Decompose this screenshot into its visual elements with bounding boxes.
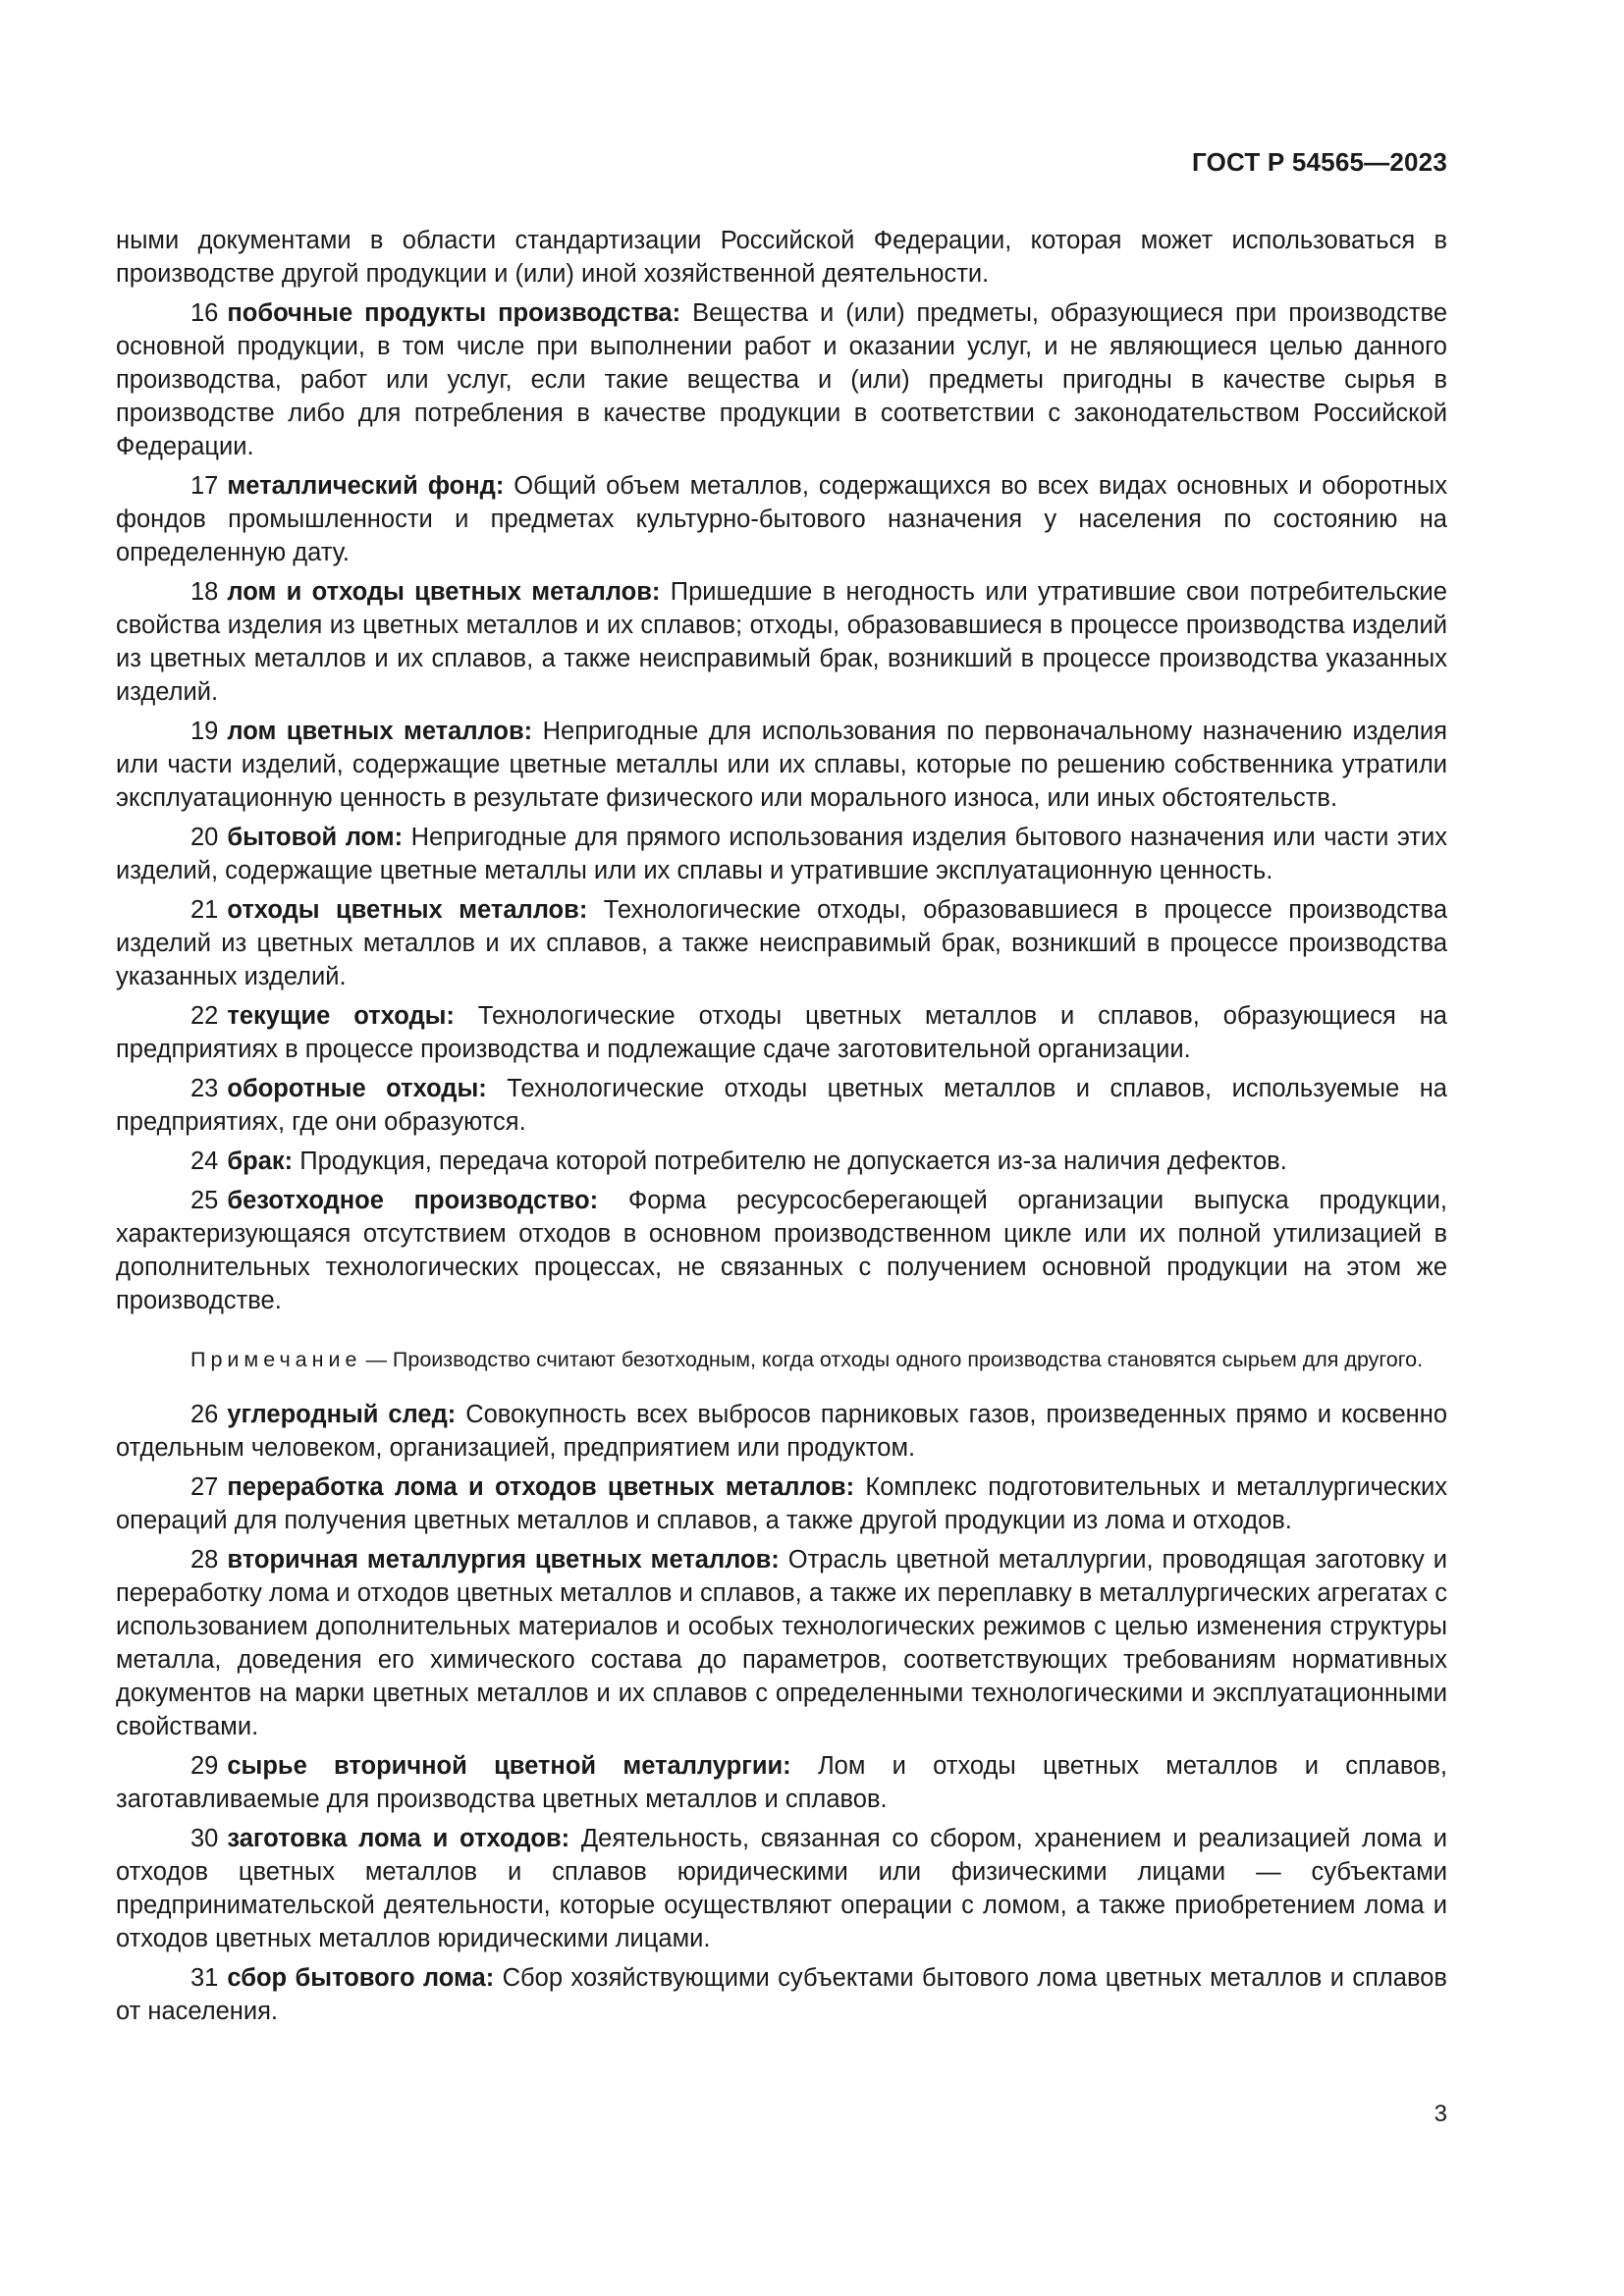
term-entry xyxy=(116,1543,1447,1743)
term-number: 31 xyxy=(190,1964,219,1992)
continuation-paragraph: ными документами в области стандартизации Российской Федерации, которая может использоваться в производстве другой продукции и (или) иной хозяйственной деятельности. xyxy=(116,227,1447,288)
term-definition: Технологические отходы, образовавшиеся в процессе производства изделий из цветных металлов и их сплавов, а также неисправимый брак, возникший в процессе производства указанных изделий. xyxy=(116,896,1447,990)
term-entry xyxy=(116,296,1447,463)
term-number: 21 xyxy=(190,896,219,924)
terms-list-part-1 xyxy=(116,296,1447,1317)
note-text: — Производство считают безотходным, когда отходы одного производства становятся сырьем для другого. xyxy=(365,1348,1424,1371)
term-name: безотходное производство: xyxy=(227,1187,599,1214)
term-definition: Технологические отходы цветных металлов и сплавов, образующиеся на предприятиях в процессе производства и подлежащие сдаче заготовительной организации. xyxy=(116,1002,1447,1063)
term-definition: Технологические отходы цветных металлов и сплавов, используемые на предприятиях, где они образуются. xyxy=(116,1075,1447,1136)
term-entry xyxy=(116,999,1447,1066)
term-number: 23 xyxy=(190,1075,219,1102)
term-entry xyxy=(116,1398,1447,1465)
term-definition: Форма ресурсосберегающей организации выпуска продукции, характеризующаяся отсутствием отходов в основном производственном цикле или их полной утилизацией в дополнительных технологических процессах, не связанных с получением основной продукции на этом же производстве. xyxy=(116,1187,1447,1314)
term-name: металлический фонд: xyxy=(227,472,505,500)
term-definition: Отрасль цветной металлургии, проводящая заготовку и переработку лома и отходов цветных металлов и сплавов, а также их переплавку в металлургических агрегатах с использованием дополнительных материалов и особых технологических режимов с целью изменения структуры металла, доведения его химического состава до параметров, соответствующих требованиям нормативных документов на марки цветных металлов и их сплавов с определенными технологическими и эксплуатационными свойствами. xyxy=(116,1546,1447,1740)
term-definition: Сбор хозяйствующими субъектами бытового лома цветных металлов и сплавов от населения. xyxy=(116,1964,1447,2025)
term-definition: Продукция, передача которой потребителю не допускается из-за наличия дефектов. xyxy=(299,1148,1287,1175)
term-number: 19 xyxy=(190,718,219,745)
term-entry xyxy=(116,893,1447,993)
term-name: побочные продукты производства: xyxy=(227,299,681,327)
document-body xyxy=(116,224,1447,2034)
term-definition: Совокупность всех выбросов парниковых газов, произведенных прямо и косвенно отдельным человеком, организацией, предприятием или продуктом. xyxy=(116,1401,1448,1462)
term-definition: Общий объем металлов, содержащихся во всех видах основных и оборотных фондов промышленности и предметах культурно-бытового назначения у населения по состоянию на определенную дату. xyxy=(116,472,1447,566)
term-entry xyxy=(116,715,1447,815)
term-number: 20 xyxy=(190,824,219,851)
term-entry xyxy=(116,821,1447,887)
term-number: 28 xyxy=(190,1546,219,1574)
term-name: брак: xyxy=(227,1148,294,1175)
term-name: оборотные отходы: xyxy=(227,1075,487,1102)
term-entry xyxy=(116,1749,1447,1816)
term-definition: Непригодные для прямого использования изделия бытового назначения или части этих изделий, содержащие цветные металлы или их сплавы и утратившие эксплуатационную ценность. xyxy=(116,824,1447,884)
term-name: лом и отходы цветных металлов: xyxy=(227,578,661,606)
term-number: 17 xyxy=(190,472,219,500)
term-number: 24 xyxy=(190,1148,219,1175)
term-name: лом цветных металлов: xyxy=(227,718,533,745)
term-entry xyxy=(116,1145,1447,1178)
term-definition: Непригодные для использования по первоначальному назначению изделия или части изделий, содержащие цветные металлы или их сплавы, которые по решению собственника утратили эксплуатационную ценность в результате физического или морального износа, или иных обстоятельств. xyxy=(116,718,1447,812)
term-definition: Деятельность, связанная со сбором, хранением и реализацией лома и отходов цветных металлов и сплавов юридическими или физическими лицами — субъектами предпринимательской деятельности, которые осуществляют операции с ломом, а также приобретением лома и отходов цветных металлов юридическими лицами. xyxy=(116,1825,1447,1952)
term-definition: Пришедшие в негодность или утратившие свои потребительские свойства изделия из цветных металлов и их сплавов; отходы, образовавшиеся в процессе производства изделий из цветных металлов и их сплавов, а также неисправимый брак, возникший в процессе производства указанных изделий. xyxy=(116,578,1447,706)
term-name: бытовой лом: xyxy=(227,824,404,851)
terms-list-part-2 xyxy=(116,1398,1447,2028)
term-name: вторичная металлургия цветных металлов: xyxy=(227,1546,780,1574)
term-definition: Комплекс подготовительных и металлургических операций для получения цветных металлов и сплавов, а также другой продукции из лома и отходов. xyxy=(116,1473,1447,1534)
term-number: 22 xyxy=(190,1002,219,1030)
term-name: переработка лома и отходов цветных металлов: xyxy=(227,1473,855,1501)
term-entry xyxy=(116,1961,1447,2028)
page-number: 3 xyxy=(1434,2101,1447,2127)
term-number: 16 xyxy=(190,299,219,327)
term-number: 27 xyxy=(190,1473,219,1501)
term-entry xyxy=(116,575,1447,709)
term-entry xyxy=(116,1470,1447,1537)
term-name: сбор бытового лома: xyxy=(227,1964,495,1992)
term-number: 26 xyxy=(190,1401,219,1428)
term-name: углеродный след: xyxy=(227,1401,457,1428)
term-number: 18 xyxy=(190,578,219,606)
term-entry xyxy=(116,1072,1447,1139)
term-entry xyxy=(116,1822,1447,1955)
term-entry xyxy=(116,1184,1447,1317)
term-definition: Вещества и (или) предметы, образующиеся при производстве основной продукции, в том числе при выполнении работ и оказании услуг, и не являющиеся целью данного производства, работ или услуг, если такие вещества и (или) предметы пригодны в качестве сырья в производстве либо для потребления в качестве продукции в соответствии с законодательством Российской Федерации. xyxy=(116,299,1448,460)
term-definition: Лом и отходы цветных металлов и сплавов, заготавливаемые для производства цветных металлов и сплавов. xyxy=(116,1752,1447,1813)
term-name: сырье вторичной цветной металлургии: xyxy=(227,1752,791,1780)
term-name: заготовка лома и отходов: xyxy=(227,1825,570,1852)
note-label: Примечание xyxy=(190,1348,362,1371)
note-paragraph xyxy=(116,1345,1447,1374)
term-number: 25 xyxy=(190,1187,219,1214)
term-number: 29 xyxy=(190,1752,219,1780)
term-name: текущие отходы: xyxy=(227,1002,455,1030)
term-name: отходы цветных металлов: xyxy=(227,896,588,924)
document-code: ГОСТ Р 54565—2023 xyxy=(1192,147,1447,177)
term-entry xyxy=(116,469,1447,569)
term-number: 30 xyxy=(190,1825,219,1852)
